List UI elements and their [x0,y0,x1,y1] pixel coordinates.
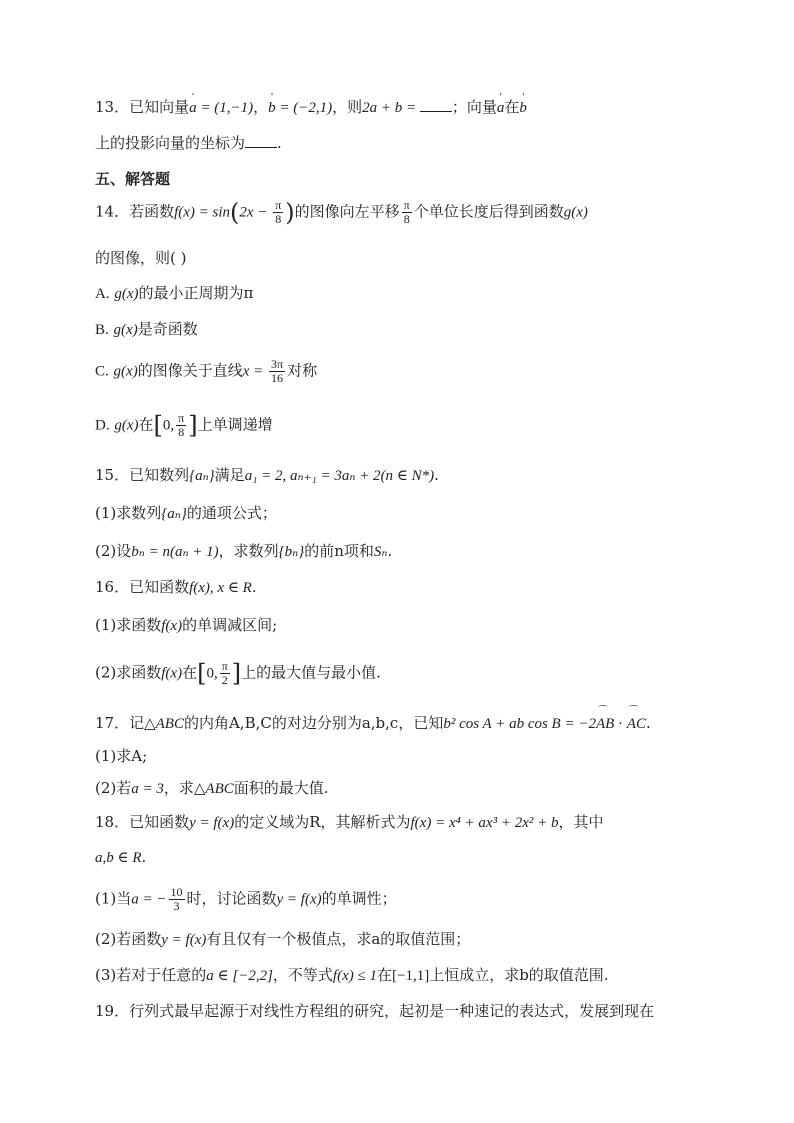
option-label: D. [95,417,110,434]
bracket-open: [ [153,411,163,440]
option-text: 的图像关于直线 [137,361,243,380]
q17-line1 [95,712,651,735]
q15-satisfy: 满足 [214,466,245,484]
bracket-close: ] [188,411,198,440]
q13-on: 在 [504,98,520,116]
option-gx: g(x) [114,286,139,302]
part-text: (2)若 [95,779,132,797]
vector-a-ref: ' a [497,97,505,119]
q14-line1 [95,199,588,226]
option-gx: g(x) [114,417,139,434]
part-text: (3)若对于任意的 [95,966,207,984]
q16-fx-short: f(x) [161,618,183,634]
triangle-abc: △ABC [144,716,184,732]
q18-fx: f(x) = x⁴ + ax³ + 2x² + b [410,815,559,831]
fraction-pi-2 [220,660,230,687]
part-text: (1)求函数 [95,616,162,634]
q13-line2 [95,132,282,154]
option-gx: g(x) [113,363,138,380]
fraction-10-3 [169,886,185,913]
q13-intro: 13．已知向量 [95,98,190,116]
q15-part1 [95,502,277,525]
bracket-close: ] [231,659,242,688]
q18-part1 [95,886,397,913]
seq-a: {aₙ} [189,468,215,484]
q16-fx: f(x), x ∈ R [189,580,252,596]
part-text: 上的最大值与最小值. [241,663,381,682]
q14-option-a[interactable] [95,282,253,305]
option-end: 对称 [287,361,318,380]
vector-a: ' a = (1,−1) [189,97,253,119]
q16-line1 [95,576,257,599]
q14-intro: 14．若函数 [95,202,175,221]
fraction-3pi-16 [269,358,285,385]
answer-blank[interactable] [245,133,277,148]
q18-part2 [95,928,470,951]
seq-a: {aₙ} [161,506,187,522]
part-text: 的通项公式； [186,504,277,522]
option-label: A. [95,286,110,302]
frac-num: π [178,411,185,425]
q14-inner: 2x − [239,204,272,221]
interval-start: 0, [162,417,175,434]
q14-get: 个单位长度后得到函数 [413,202,564,221]
frac-num: 10 [170,885,183,899]
option-label: B. [95,322,109,338]
period: . [251,578,257,596]
interval-start: 0, [206,665,218,682]
q18-ab: a,b ∈ R [95,850,142,866]
option-gx: g(x) [113,322,138,338]
q16-intro: 16．已知函数 [95,578,190,596]
frac-num: π [275,198,282,212]
q17-text: 的内角A,B,C的对边分别为a,b,c，已知 [183,714,444,732]
inequality: f(x) ≤ 1 [332,968,377,984]
part-text: 的单调减区间; [182,616,278,634]
triangle-abc: △ABC [193,781,234,797]
a-set: a ∈ [−2,2] [206,968,273,984]
part-text: (1)当 [95,889,132,908]
q17-part2 [95,777,329,800]
q18-intro: 18．已知函数 [95,813,190,831]
frac-den: 8 [403,212,410,226]
option-end: 上单调递增 [197,415,273,434]
q13-sep: ， [253,98,269,116]
q14-shift: 的图像向左平移 [294,202,400,221]
q18-line1 [95,811,604,834]
frac-num: 3π [271,357,284,371]
frac-den: 3 [173,899,180,913]
a-value: a = 3 [131,781,164,797]
option-in: 在 [138,415,154,434]
vector-b-ref: ' b [519,97,527,119]
fraction-pi-8 [176,412,186,439]
dot-operator: · [614,716,627,732]
part-text: 在 [182,663,198,682]
q18-y: y = f(x) [276,891,322,908]
q18-text: ，其中 [558,813,604,831]
q13-line1 [95,96,527,119]
answer-blank[interactable] [420,97,452,112]
q15-intro: 15．已知数列 [95,466,190,484]
part-text: (2)求函数 [95,663,162,682]
part-text: ，求 [163,779,194,797]
q13-expr: 2a + b = [362,100,420,116]
bracket-open: [ [197,659,207,688]
q13-period: . [277,134,282,152]
part-text: 的前n项和 [304,542,374,560]
q14-line2: 的图像，则( ) [95,249,187,267]
option-x: x = [242,363,267,380]
part-text: ，不等式 [272,966,333,984]
option-label: C. [95,363,109,380]
part-text: (1)求数列 [95,504,162,522]
q16-part1 [95,614,277,637]
q14-option-b[interactable] [95,318,198,341]
period: . [387,542,393,560]
q14-option-d[interactable] [95,412,273,439]
part-text: (2)设 [95,542,132,560]
part-text: 上恒成立，求b的取值范围. [429,966,609,984]
sn: Sₙ [373,544,388,560]
q16-fx-short: f(x) [161,665,183,682]
vector-ab: ⌒ AB [596,713,614,735]
q13-tail: ；向量 [451,98,497,116]
q19-line1: 19．行列式最早起源于对线性方程组的研究，起初是一种速记的表达式，发展到现在 [95,1002,655,1020]
fraction-pi-8 [273,199,283,226]
part-text: 在 [376,966,392,984]
part-text: 时，讨论函数 [186,889,277,908]
bn-def: bₙ = n(aₙ + 1) [131,544,219,560]
paren-close: ) [285,198,295,227]
vector-b: ' b = (−2,1) [268,97,332,119]
q17-equation: b² cos A + ab cos B = −2 [443,716,596,732]
paren-open: ( [230,198,240,227]
option-text: 的最小正周期为π [138,284,254,302]
q18-y: y = f(x) [161,932,207,948]
frac-den: 2 [221,673,228,687]
q17-intro: 17．记 [95,714,145,732]
frac-den: 16 [271,371,284,385]
seq-b: {bₙ} [278,544,305,560]
part-text: 面积的最大值. [233,779,329,797]
fraction-pi-8 [402,199,412,226]
q15-part2 [95,540,392,563]
a-eq: a = − [131,891,167,908]
part-text: 的单调性； [321,889,397,908]
q13-then: ，则 [332,98,363,116]
section-title: 五、解答题 [95,170,171,188]
recurrence: a₁ = 2, aₙ₊₁ = 3aₙ + 2 [244,468,381,484]
q18-part3 [95,964,609,987]
vector-ac: ⌒ AC [627,713,646,735]
q15-line1 [95,464,439,487]
frac-num: π [221,659,228,673]
q18-y: y = f(x) [189,815,235,831]
frac-den: 8 [275,212,282,226]
part-text: 有且仅有一个极值点，求a的取值范围； [206,930,471,948]
q14-option-c[interactable] [95,358,317,385]
frac-num: π [403,198,410,212]
option-text: 是奇函数 [137,320,198,338]
frac-den: 8 [178,425,185,439]
interval: [−1,1] [392,968,430,984]
domain-n: (n ∈ N*) [380,468,435,484]
period: . [645,714,651,732]
q16-part2 [95,660,381,687]
period: . [434,466,439,484]
part-text: ，求数列 [218,542,279,560]
q14-fx: f(x) = sin [174,204,231,221]
q14-gx: g(x) [563,204,588,221]
q18-line2 [95,846,146,869]
q13-line2-text: 上的投影向量的坐标为 [95,134,246,152]
q18-text: 的定义域为R，其解析式为 [234,813,411,831]
part-text: (2)若函数 [95,930,162,948]
period: . [141,848,147,866]
q17-part1: (1)求A; [95,747,148,765]
